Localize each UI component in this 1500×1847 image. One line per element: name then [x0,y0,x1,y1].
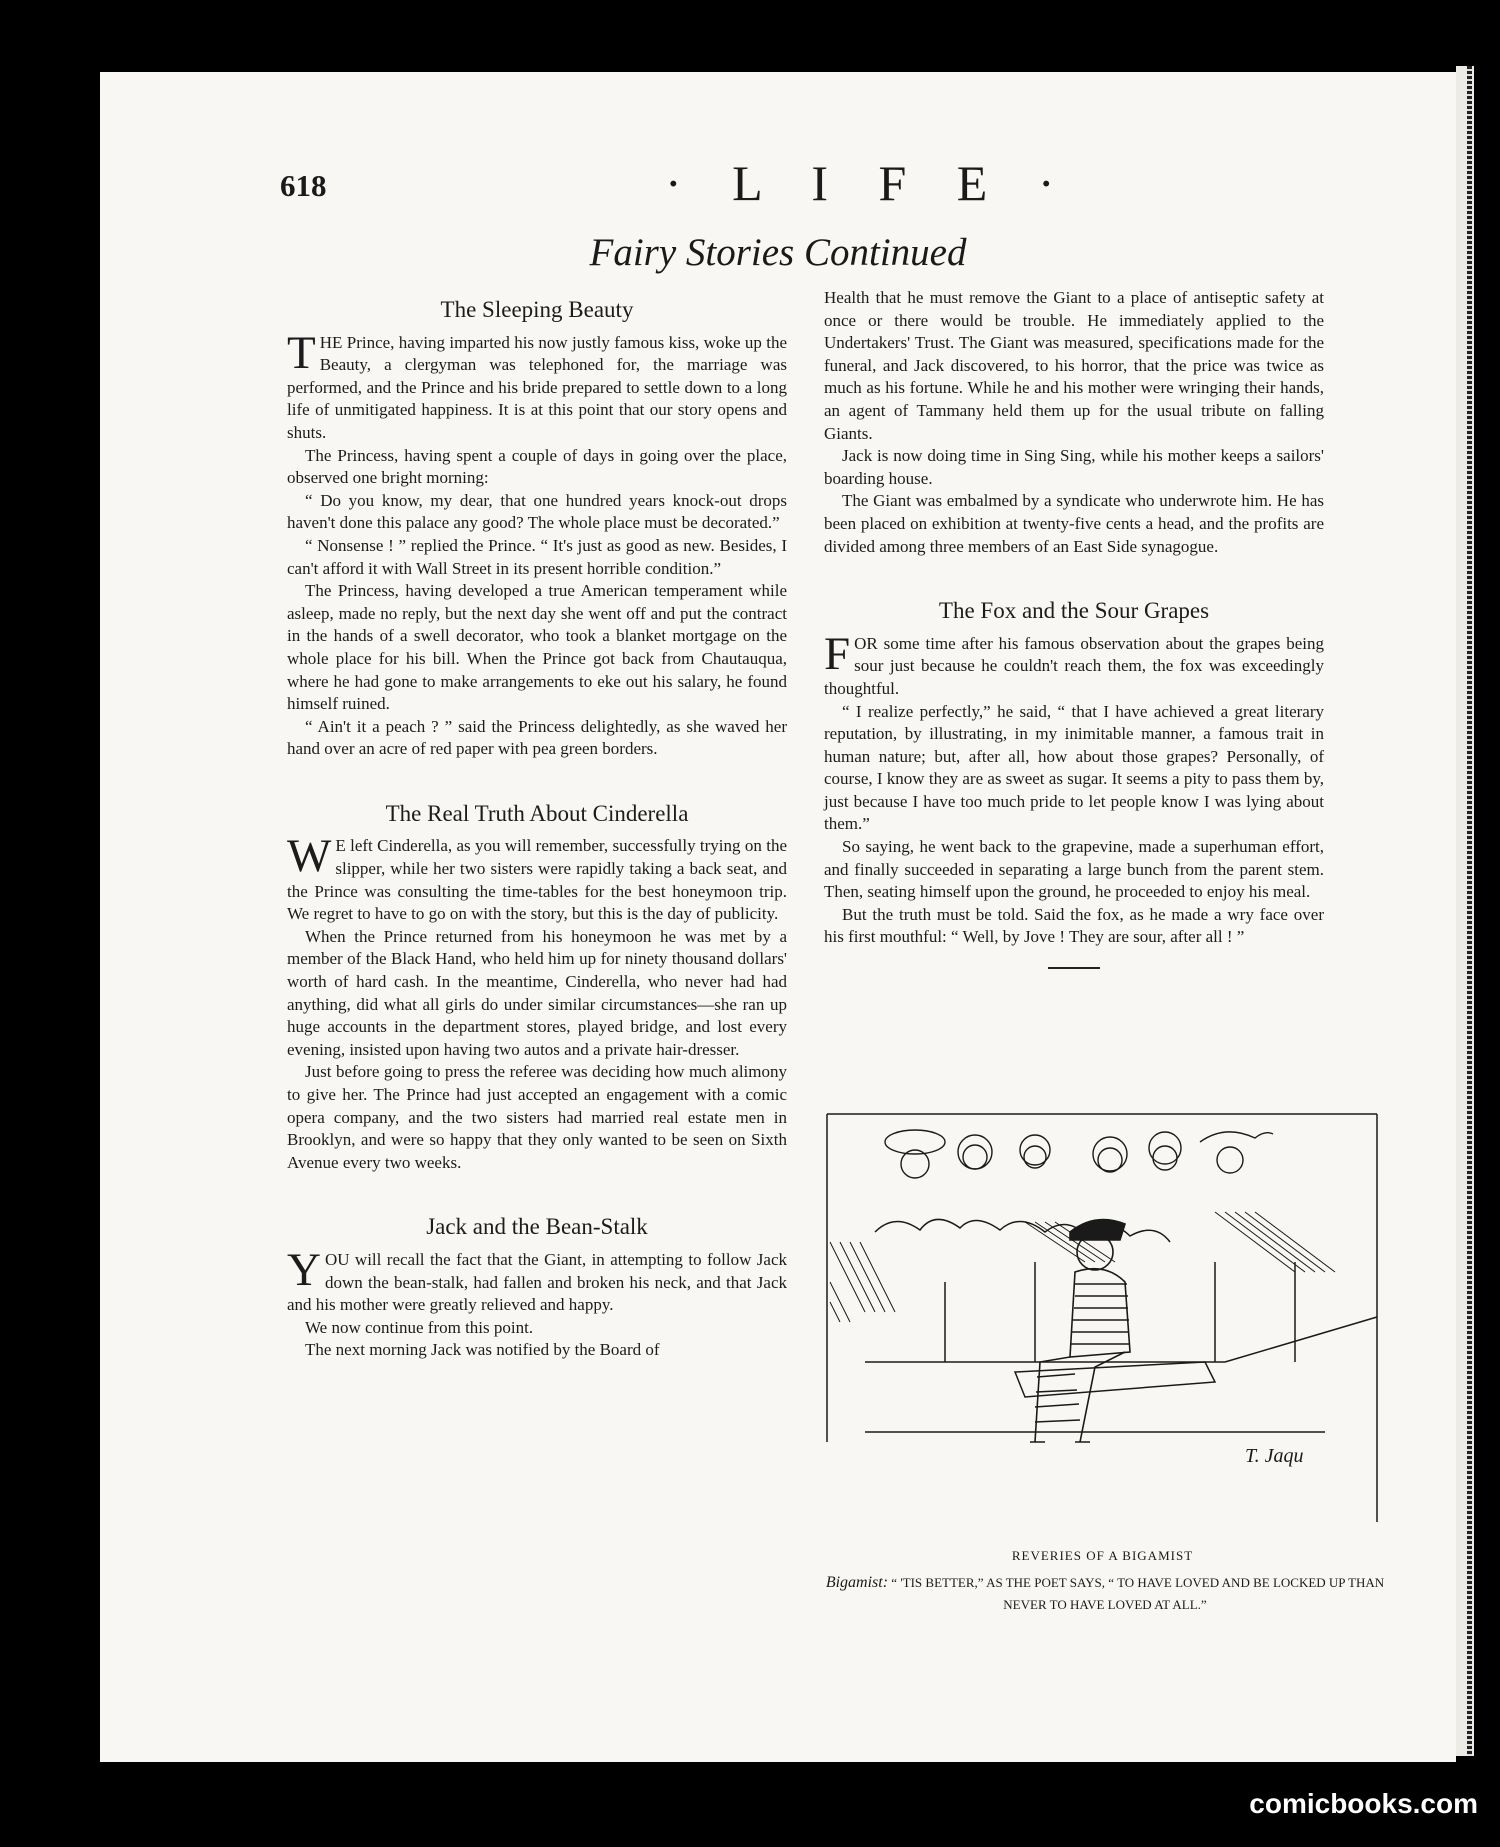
cartoon-caption [825,1572,1385,1616]
story-paragraph: The Princess, having spent a couple of days in going over the place, observed one bright morning: [287,445,787,488]
story-paragraph: The next morning Jack was notified by the Board of [305,1340,660,1360]
story-paragraph: Health that he must remove the Giant to a place of antiseptic safety at once or there would be trouble. He immediately applied to the Undertakers' Trust. The Giant was measured, specifications made for the funeral, and Jack discovered, to his horror, that the price was twice as much as his fortune. While he and his mother were wringing their hands, an agent of Tammany held them up for the usual tribute on falling Giants. [824,288,1324,443]
story-paragraph: THE Prince, having imparted his now justly famous kiss, woke up the Beauty, a clergyman was telephoned for, the marriage was performed, and the Prince and his bride prepared to settle down to a long life of unmitigated happiness. It is at this point that our story opens and shuts. [287,326,787,442]
story-paragraph: But the truth must be told. Said the fox, as he made a wry face over his first mouthful: “ Well, by Jove ! They are sour, after all ! ” [824,904,1324,947]
divider-rule [1048,967,1100,969]
story-paragraph: When the Prince returned from his honeymoon he was met by a member of the Black Hand, who held him up for ninety thousand dollars' worth of hard cash. In the meantime, Cinderella, who never had had anything, did what all girls do under similar circumstances—she ran up huge accounts in the department stores, played bridge, and lost every evening, insisted upon having two autos and a private hair-dresser. [287,926,787,1059]
magazine-page [100,72,1456,1762]
page-number: 618 [280,168,327,203]
masthead-title: · L I F E · [665,155,1074,211]
cartoon-caption-title: REVERIES OF A BIGAMIST [1011,1548,1194,1563]
story-paragraph: The Giant was embalmed by a syndicate who underwrote him. He has been placed on exhibition at twenty-five cents a head, and the profits are divided among three members of an East Side synagogue. [824,491,1324,556]
story-paragraph: “ Nonsense ! ” replied the Prince. “ It's just as good as new. Besides, I can't afford it with Wall Street in its present horrible condition.” [287,535,787,578]
story-paragraph: Jack is now doing time in Sing Sing, while his mother keeps a sailors' boarding house. [824,446,1324,488]
story-paragraph: YOU will recall the fact that the Giant, in attempting to follow Jack down the bean-stalk, had fallen and broken his neck, and that Jack and his mother were greatly relieved and happy. [287,1243,787,1315]
caption-speaker: Bigamist: [825,1574,889,1591]
story-title-fox: The Fox and the Sour Grapes [938,598,1210,624]
watermark: comicbooks.com [1249,1788,1478,1819]
story-title-cinderella: The Real Truth About Cinderella [385,800,689,826]
story-title-sleeping-beauty: The Sleeping Beauty [440,297,634,322]
adjacent-page-edge [1456,66,1474,1756]
story-paragraph: The Princess, having developed a true American temperament while asleep, made no reply, but the next day she went off and put the contract in the hands of a swell decorator, who took a blanket mortgage on the whole place for his bill. When the Prince got back from Chautauqua, where he had gone to make arrangements to eke out his salary, he found himself ruined. [287,581,787,714]
cartoon-illustration [825,1112,1380,1542]
left-column [287,287,787,1362]
right-column [824,287,1324,969]
story-paragraph: “ Ain't it a peach ? ” said the Princess delightedly, as she waved her hand over an acre of red paper with pea green borders. [287,716,787,759]
story-title-jack: Jack and the Bean-Stalk [426,1214,648,1240]
story-paragraph: Just before going to press the referee was deciding how much alimony to give her. The Prince had just accepted an engagement with a comic opera company, and the two sisters had married real estate men in Brooklyn, and were so happy that they only wanted to be seen on Sixth Avenue every two weeks. [287,1062,787,1172]
caption-quote: “ 'TIS BETTER,” AS THE POET SAYS, “ TO HAVE LOVED AND BE LOCKED UP THAN NEVER TO HAVE LOVED AT ALL.” [891,1575,1385,1612]
story-paragraph: “ I realize perfectly,” he said, “ that I have achieved a great literary reputation, by illustrating, in my inimitable manner, a famous trait in human nature; but, after all, how about those grapes? Personally, of course, I know they are as sweet as sugar. It seems a pity to pass them by, just because I have too much pride to let people know I was lying about them.” [824,701,1324,834]
story-paragraph: FOR some time after his famous observation about the grapes being sour just because he couldn't reach them, the fox was exceedingly thoughtful. [824,627,1324,698]
story-paragraph: So saying, he went back to the grapevine, made a superhuman effort, and finally succeeded in separating a large bunch from the parent stem. Then, seating himself upon the ground, he proceeded to enjoy his meal. [824,837,1324,902]
section-title: Fairy Stories Continued [589,231,967,274]
story-paragraph: “ Do you know, my dear, that one hundred years knock-out drops haven't done this palace any good? The whole place must be decorated.” [287,490,787,533]
story-paragraph: WE left Cinderella, as you will remember, successfully trying on the slipper, while her two sisters were rapidly taking a back seat, and the Prince was consulting the time-tables for the best honeymoon trip. We regret to have to go on with the story, but this is the day of publicity. [287,830,787,924]
story-paragraph: We now continue from this point. [305,1317,534,1337]
artist-signature: T. Jaqu [1245,1445,1304,1467]
